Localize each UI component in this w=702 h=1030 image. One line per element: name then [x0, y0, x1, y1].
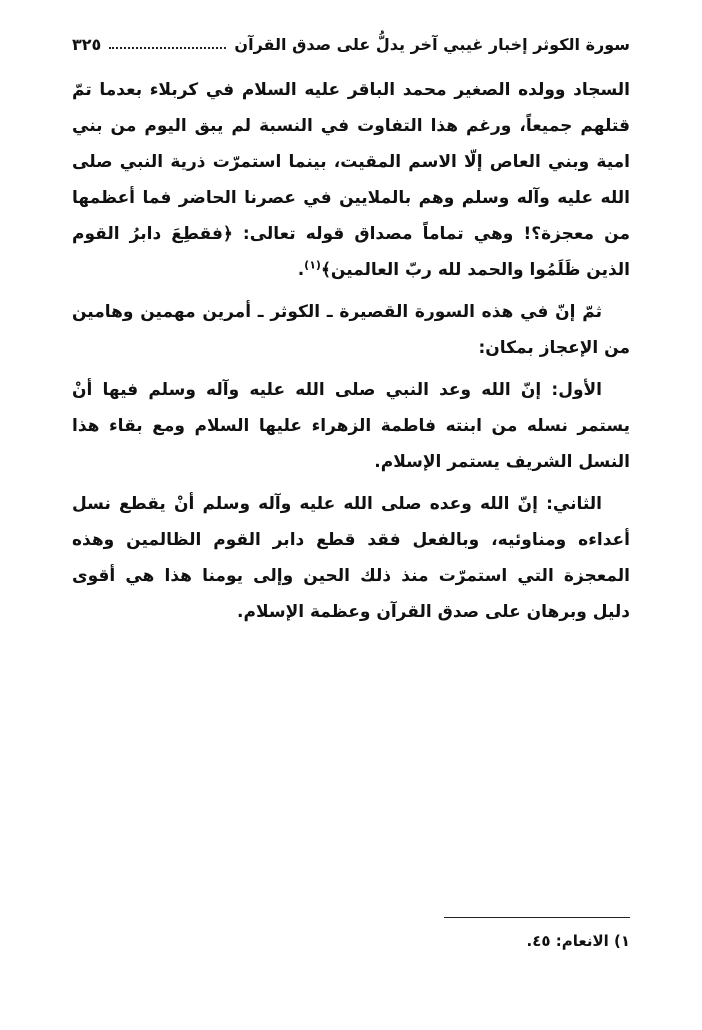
paragraph-1-end: . — [297, 260, 305, 280]
header-title: سورة الكوثر إخبار غيبي آخر يدلُّ على صدق القرآن — [234, 34, 630, 54]
point-second-label: الثاني: — [546, 494, 602, 514]
footnote-separator — [444, 917, 630, 918]
point-first — [72, 372, 630, 480]
point-first-label: الأول: — [551, 380, 602, 400]
point-second-text: إنّ الله وعده صلى الله عليه وآله وسلم أنْ يقطع نسل أعداءه ومناوئيه، وبالفعل فقد قطع دابر القوم الظالمين وهذه المعجزة التي استمرّت منذ ذلك الحين وإلى يومنا هذا هي أقوى دليل وبرهان على صدق القرآن وعظمة الإسلام. — [72, 494, 630, 622]
footnote: ١) الانعام: ٤٥. — [526, 932, 630, 950]
paragraph-1 — [72, 72, 630, 288]
paragraph-1-text: السجاد وولده الصغير محمد الباقر عليه السلام في كربلاء بعدما تمّ قتلهم جميعاً، ورغم هذا التفاوت في النسبة لم يبق اليوم من بني امية وبني العاص إلّا الاسم المقيت، بينما استمرّت ذرية النبي صلى الله عليه وآله وسلم وهم بالملايين في عصرنا الحاضر فما أعظمها من معجزة؟! وهي تماماً مصداق قوله تعالى: ﴿فقطِعَ دابرُ القوم الذين ظَلَمُوا والحمد لله ربّ العالمين﴾ — [72, 80, 630, 280]
page-number: ٣٢٥ — [72, 34, 102, 54]
point-second — [72, 486, 630, 630]
body-text — [72, 72, 630, 636]
running-header — [72, 26, 630, 62]
header-dot-leader — [109, 47, 226, 49]
paragraph-2: ثمّ إنّ في هذه السورة القصيرة ـ الكوثر ـ أمرين مهمين وهامين من الإعجاز بمكان: — [72, 302, 630, 358]
footnote-reference: (١) — [304, 258, 321, 272]
point-first-text: إنّ الله وعد النبي صلى الله عليه وآله وسلم فيها أنْ يستمر نسله من ابنته فاطمة الزهراء عليها السلام ومع بقاء هذا النسل الشريف يستمر الإسلام. — [72, 380, 630, 472]
